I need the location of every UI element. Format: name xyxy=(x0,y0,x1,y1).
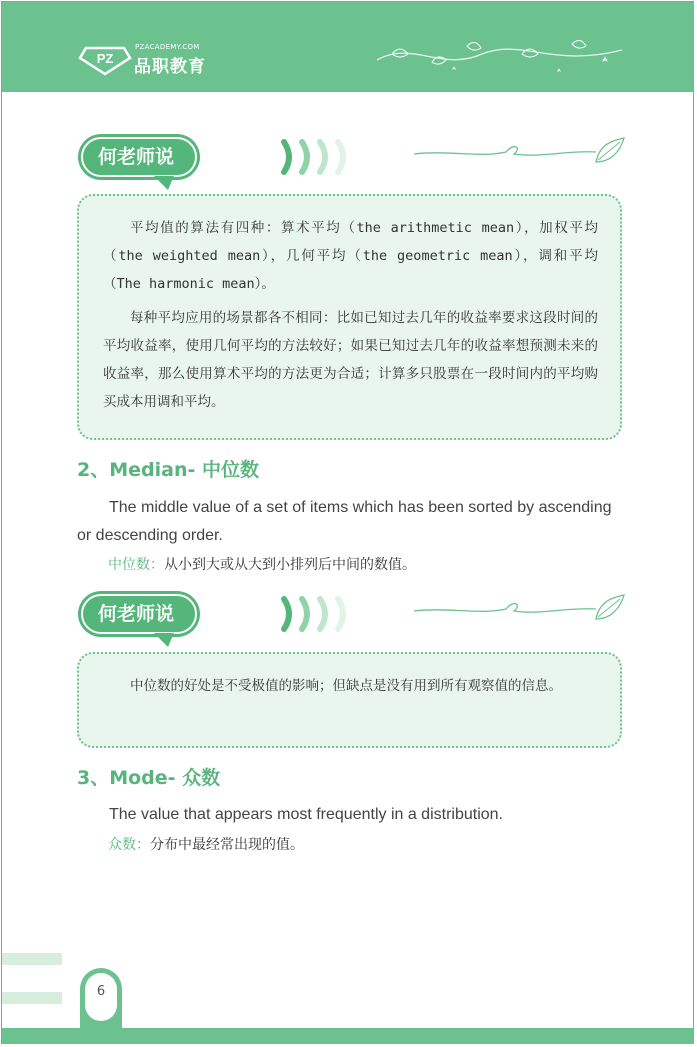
section-heading-median: 2、Median- 中位数 xyxy=(77,459,259,481)
sound-arcs xyxy=(278,591,358,637)
footer-bar xyxy=(2,1028,694,1044)
logo-icon xyxy=(78,42,132,76)
svg-text:PZ: PZ xyxy=(96,51,114,66)
teacher-note-box xyxy=(77,194,622,440)
mode-definition-en: The value that appears most frequently in a distribution. xyxy=(109,806,503,823)
note-paragraph: 中位数的好处是不受极值的影响；但缺点是没有用到所有观察值的信息。 xyxy=(130,678,562,694)
badge-label: 何老师说 xyxy=(97,603,174,625)
note-paragraph: 平均值的算法有四种：算术平均（the arithmetic mean），加权平均（the weighted mean），几何平均（the geometric mean），调和平均（The harmonic mean）。 xyxy=(103,220,598,292)
mode-cn-text: 分布中最经常出现的值。 xyxy=(150,837,304,853)
header-bar xyxy=(2,2,694,92)
badge-label: 何老师说 xyxy=(97,146,174,168)
section-heading-mode: 3、Mode- 众数 xyxy=(77,767,221,789)
median-cn-text: 从小到大或从大到小排列后中间的数值。 xyxy=(164,557,416,573)
leaf-icon xyxy=(410,591,626,637)
logo-domain: PZACADEMY.COM xyxy=(135,43,200,51)
mode-cn-label: 众数： xyxy=(108,837,150,853)
logo-text: 品职教育 xyxy=(134,57,206,77)
median-definition-cn xyxy=(108,554,416,574)
page-number: 6 xyxy=(85,973,117,1021)
page-number-tab xyxy=(80,968,122,1028)
mode-definition-cn xyxy=(108,834,304,854)
vine-decoration xyxy=(372,32,632,82)
median-definition-en: The middle value of a set of items which has been sorted by ascending or descending order. xyxy=(77,499,612,544)
note-paragraph: 每种平均应用的场景都各不相同：比如已知过去几年的收益率要求这段时间的平均收益率，使用几何平均的方法较好；如果已知过去几年的收益率想预测未来的收益率，那么使用算术平均的方法更为合适；计算多只股票在一段时间内的平均购买成本用调和平均。 xyxy=(103,310,598,410)
side-decor-bar xyxy=(2,953,62,965)
leaf-icon xyxy=(410,134,626,180)
side-decor-bar xyxy=(2,992,62,1004)
teacher-note-box xyxy=(77,652,622,748)
sound-arcs xyxy=(278,134,358,180)
median-cn-label: 中位数： xyxy=(108,557,164,573)
